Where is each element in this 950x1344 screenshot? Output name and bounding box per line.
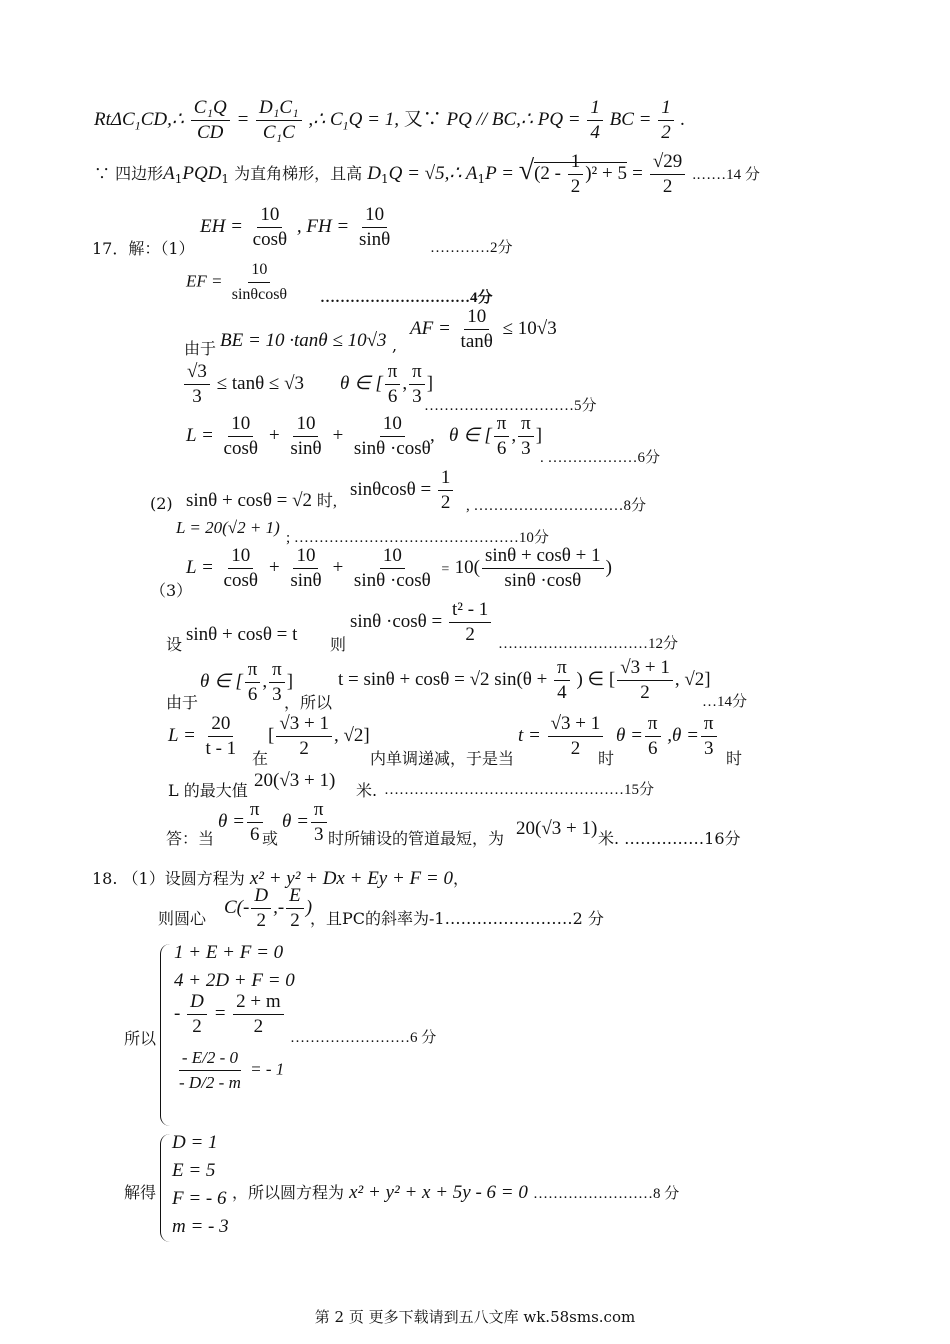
text: Q = 1, [348, 108, 399, 130]
q17-2c: sinθcosθ = $\frac{1}{2}$ [350, 466, 455, 515]
sqrt-body: (2 - $\frac{1}{2}$ )² + 5 [534, 151, 627, 198]
q17-L: L = $\frac{10}{\cos\theta}$ + $\frac{10}{\sin\theta}$ + $\frac{10}{\sin\theta \cdot\cos\theta}$ [186, 413, 431, 459]
text: ∵ 四边形 [94, 164, 164, 183]
text: . [680, 108, 686, 130]
score: , …………………………8分 [466, 498, 647, 514]
fraction: $\frac{\text{D₁C₁}}{\text{C₁C}}$ [256, 96, 302, 145]
q17-L2: L = 20(√2 + 1) [176, 518, 280, 537]
q17-maxv: 20(√3 + 1) [254, 770, 336, 791]
text: 米. ……………16分 [598, 829, 741, 848]
q17-interval: [ $\frac{√3 + 1}{2}$ , √2] [268, 713, 370, 759]
fraction: $\frac{√29}{2}$ [650, 150, 685, 199]
q17-eh: EH = $\frac{10}{\cos\theta}$ , FH = $\frac{10}{\sin\theta}$ [200, 204, 391, 250]
text: 时 [726, 749, 743, 768]
q17-2a: sinθ + cosθ = √2 时, [186, 490, 337, 511]
score: …………………………12分 [498, 636, 679, 652]
q18-r2: E = 5 [172, 1160, 216, 1181]
text: 则圆心 [158, 909, 207, 928]
text: BC = [609, 108, 652, 130]
text: 解得 [124, 1183, 157, 1202]
score: . ………………6分 [540, 450, 661, 466]
text: , [392, 336, 398, 355]
q18-r3: F = - 6 [172, 1188, 227, 1209]
system-brace [160, 944, 171, 1126]
text: 又∵ [403, 108, 442, 130]
q17-ans-theta1: θ = $\frac{\pi}{6}$ [218, 798, 265, 847]
text: 所以 [124, 1029, 157, 1048]
q17-af: AF = $\frac{10}{\tan\theta}$ ≤ 10√3 [410, 306, 557, 352]
text: 由于 [184, 339, 217, 358]
q17-3L: L = $\frac{10}{\cos\theta}$ + $\frac{10}{\sin\theta}$ + $\frac{10}{\sin\theta \cdot\cos\theta}$ = 10( $\frac{\sin\theta + \cos\theta + 1}{\sin\theta \cdot\cos\theta}$ ) [186, 545, 612, 591]
q17-theta-range: , θ ∈ [ $\frac{\pi}{6}$ , $\frac{\pi}{3}$ ] [430, 413, 543, 459]
q18-heading: 18. （1）设圆方程为 x² + y² + Dx + Ey + F = 0， [92, 868, 469, 889]
text: 设 [166, 635, 183, 654]
text: （3） [150, 581, 193, 600]
q18-s4: $\frac{- E/2 - 0}{- D/2 - m}$ = - 1 [179, 1048, 285, 1092]
text: 为直角梯形，且高 [234, 164, 363, 183]
line-1: RtΔC$_1$CD,∴ $\frac{\text{C₁Q}}{CD}$ = $\frac{\text{D₁C₁}}{\text{C₁C}}$ ,∴ $C_1Q = 1$, 又∵ PQ // BC,∴ PQ = $\frac{1}{4}$ BC = $\frac{1}{2}$ . [94, 97, 686, 143]
sqrt-sign: √ [518, 155, 535, 186]
text: 在 [252, 749, 269, 768]
q18-r4: m = - 3 [172, 1216, 229, 1237]
q17-ans-theta2: θ = $\frac{\pi}{3}$ [282, 798, 329, 847]
q18-s3: - $\frac{D}{2}$ = $\frac{2 + m}{2}$ [174, 990, 286, 1039]
score: ……………………6 分 [290, 1030, 437, 1046]
q17-ans-value: 20(√3 + 1) [516, 818, 598, 839]
text: CD,∴ [140, 108, 184, 130]
text: 内单调递减，于是当 [370, 749, 515, 768]
q17-theta-range: θ ∈ [ $\frac{\pi}{6}$ , $\frac{\pi}{3}$ ] [200, 659, 294, 705]
q18-center: C(- $\frac{D}{2}$ ,- $\frac{E}{2}$ ) [224, 885, 313, 931]
score: …14分 [702, 694, 748, 710]
fraction: $\frac{\text{C₁Q}}{CD}$ [191, 96, 230, 145]
text: 答：当 [166, 829, 215, 848]
score: ; ………………………………………10分 [286, 530, 549, 546]
q17-sc: sinθ ·cosθ = $\frac{\text{t² - 1}}{2}$ [350, 598, 493, 647]
score: …………………………5分 [424, 398, 597, 414]
score: …………2分 [430, 240, 513, 256]
q18-s1: 1 + E + F = 0 [174, 942, 284, 963]
score: …………………………………………15分 [384, 782, 655, 798]
page-footer: 第 2 页 更多下载请到五八文库 wk.58sms.com [314, 1308, 636, 1326]
fraction: $\frac{1}{2}$ [658, 96, 674, 145]
q17-L3: L = $\frac{20}{t - 1}$ [168, 713, 237, 759]
text: 时所铺设的管道最短，为 [328, 829, 505, 848]
q18-final: ，所以圆方程为 x² + y² + x + 5y - 6 = 0 ……………………8 分 [232, 1182, 680, 1203]
q17-tdef: t = sinθ + cosθ = √2 sin(θ + $\frac{\pi}{4}$ ) ∈ [ $\frac{√3 + 1}{2}$ , √2] [338, 657, 711, 703]
fraction: $\frac{1}{4}$ [587, 96, 603, 145]
text: 则 [330, 635, 347, 654]
text: RtΔC [94, 108, 135, 130]
text: 时 [598, 749, 615, 768]
text: PQ // BC,∴ PQ = [446, 108, 581, 130]
q17-be: BE = 10 ·tanθ ≤ 10√3 [220, 330, 387, 351]
text: 或 [262, 829, 279, 848]
score: …………………………4分 [320, 290, 493, 306]
text: ,∴ C [308, 108, 343, 130]
text: ，且PC的斜率为-1……………………2 分 [310, 909, 604, 928]
q18-r1: D = 1 [172, 1132, 218, 1153]
q17-ef: EF = $\frac{10}{\sin\theta\cos\theta}$ [186, 258, 292, 307]
q17-theta-range: θ ∈ [ $\frac{\pi}{6}$ , $\frac{\pi}{3}$ ] [340, 361, 434, 407]
q17-t: sinθ + cosθ = t [186, 624, 298, 645]
q17-tan: $\frac{√3}{3}$ ≤ tanθ ≤ √3 [182, 360, 304, 409]
text: (2) [150, 494, 173, 513]
text: 由于 [166, 693, 199, 712]
text: L 的最大值 [168, 781, 248, 800]
text: 米. [356, 781, 378, 800]
result-brace [160, 1134, 171, 1242]
text: = [236, 108, 250, 130]
line-2: ∵ 四边形$A_1PQD_1$ 为直角梯形，且高 $D_1Q$ = √5,∴ $A_1P = √(2$ - $\frac{1}{2}$ )² + 5 = $\frac{√29}{2}$ .……14 分 [94, 151, 760, 198]
q17-heading: 17．解：（1） [92, 239, 195, 258]
q17-theta-eq: θ = $\frac{\pi}{6}$ ,θ = $\frac{\pi}{3}$ [616, 712, 719, 761]
q17-teq: t = $\frac{√3 + 1}{2}$ [518, 712, 605, 761]
q18-s2: 4 + 2D + F = 0 [174, 970, 295, 991]
score: .……14 分 [692, 167, 760, 183]
text: ，所以 [284, 693, 333, 712]
